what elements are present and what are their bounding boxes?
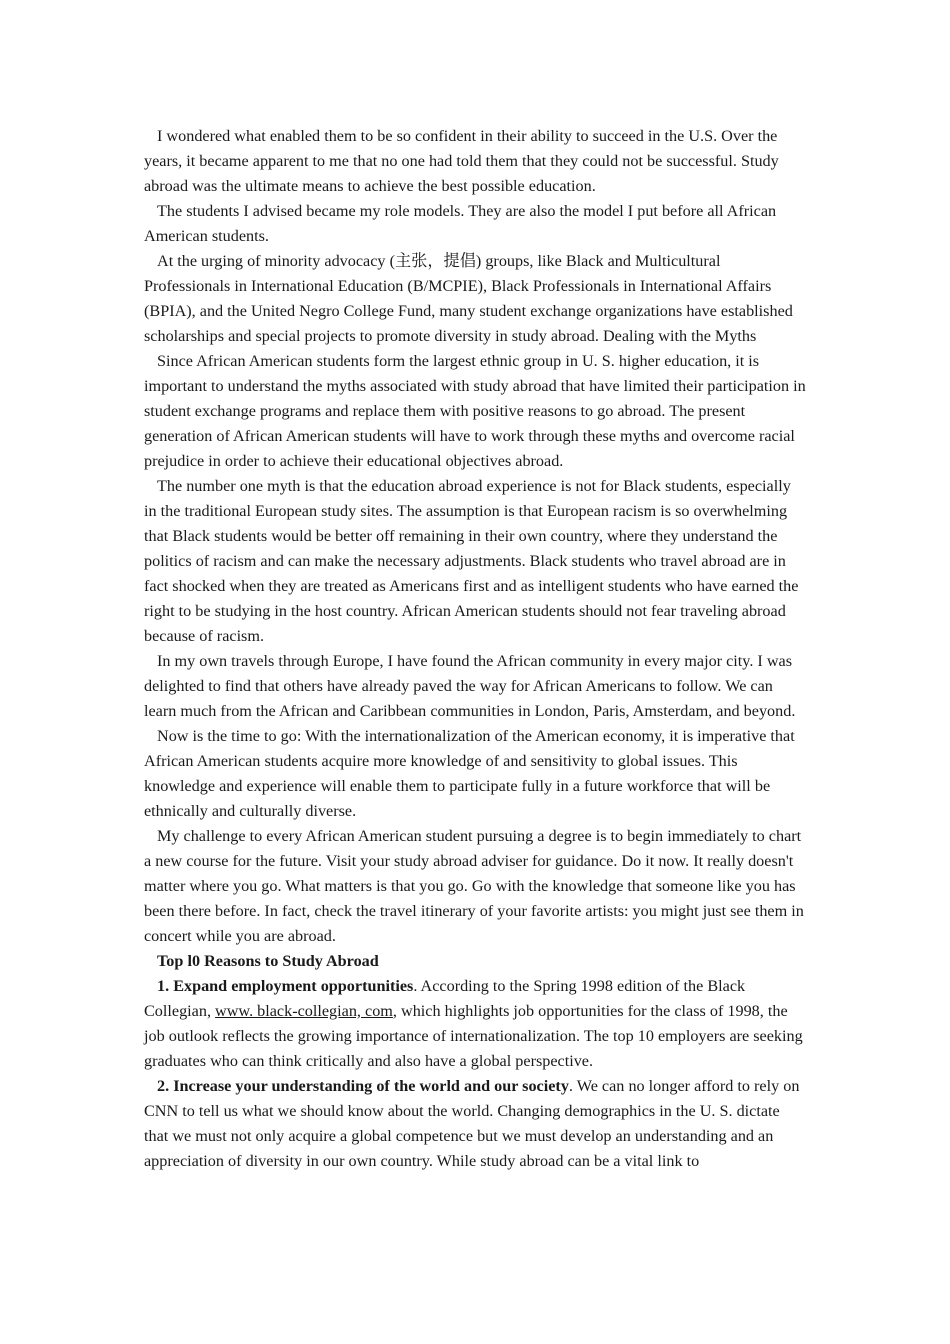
paragraph-time-to-go: Now is the time to go: With the internationalization of the American economy, it is imperative that African American students acquire more knowledge of and sensitivity to global issues. This knowledge and experience will enable them to participate fully in a future workforce that will be ethnically and culturally diverse. — [144, 727, 795, 820]
paragraph-role-models: The students I advised became my role models. They are also the model I put before all African American students. — [144, 202, 777, 245]
paragraph-myths-intro: Since African American students form the largest ethnic group in U. S. higher education, it is important to understand the myths associated with study abroad that have limited their participation in student exchange programs and replace them with positive reasons to go abroad. The present generation of African American students will have to work through these myths and overcome racial prejudice in order to achieve their educational objectives abroad. — [144, 352, 806, 470]
reason-item-understanding — [144, 1074, 806, 1174]
document-body — [144, 124, 806, 1174]
paragraph-advocacy-groups: At the urging of minority advocacy (主张，提倡) groups, like Black and Multicultural Professionals in International Education (B/MCPIE), Black Professionals in International Affairs (BPIA), and the United Negro College Fund, many student exchange organizations have established scholarships and special projects to promote diversity in study abroad. Dealing with the Myths — [144, 252, 793, 345]
reason-1-text-a: . According to the Spring 1998 edition of the Black Collegian, — [144, 977, 746, 1020]
reason-2-text: . We can no longer afford to rely on CNN to tell us what we should know about the world. Changing demographics in the U. S. dictate that we must not only acquire a global competence but we must develop an understanding and an appreciation of diversity in our own country. While study abroad can be a vital link to — [144, 1077, 800, 1170]
reason-item-employment — [144, 974, 806, 1074]
black-collegian-link[interactable]: www. black-collegian, com — [215, 1002, 393, 1020]
section-heading-top-reasons: Top l0 Reasons to Study Abroad — [157, 952, 379, 970]
paragraph-number-one-myth: The number one myth is that the education abroad experience is not for Black students, especially in the traditional European study sites. The assumption is that European racism is so overwhelming that Black students would be better off remaining in their own country, where they understand the politics of racism and can make the necessary adjustments. Black students who travel abroad are in fact shocked when they are treated as Americans first and as intelligent students who have earned the right to be studying in the host country. African American students should not fear traveling abroad because of racism. — [144, 477, 799, 645]
paragraph-travels-europe: In my own travels through Europe, I have found the African community in every major city. I was delighted to find that others have already paved the way for African Americans to follow. We can learn much from the African and Caribbean communities in London, Paris, Amsterdam, and beyond. — [144, 652, 796, 720]
reason-2-title: 2. Increase your understanding of the world and our society — [157, 1077, 569, 1095]
paragraph-challenge: My challenge to every African American student pursuing a degree is to begin immediately to chart a new course for the future. Visit your study abroad adviser for guidance. Do it now. It really doesn't matter where you go. What matters is that you go. Go with the knowledge that someone like you has been there before. In fact, check the travel itinerary of your favorite artists: you might just see them in concert while you are abroad. — [144, 827, 804, 945]
reason-1-title: 1. Expand employment opportunities — [157, 977, 414, 995]
reason-1-text-b: , which highlights job opportunities for the class of 1998, the job outlook reflects the growing importance of internationalization. The top 10 employers are seeking graduates who can think critically and also have a global perspective. — [144, 1002, 803, 1070]
paragraph-confidence: I wondered what enabled them to be so confident in their ability to succeed in the U.S. Over the years, it became apparent to me that no one had told them that they could not be successful. Study abroad was the ultimate means to achieve the best possible education. — [144, 127, 779, 195]
